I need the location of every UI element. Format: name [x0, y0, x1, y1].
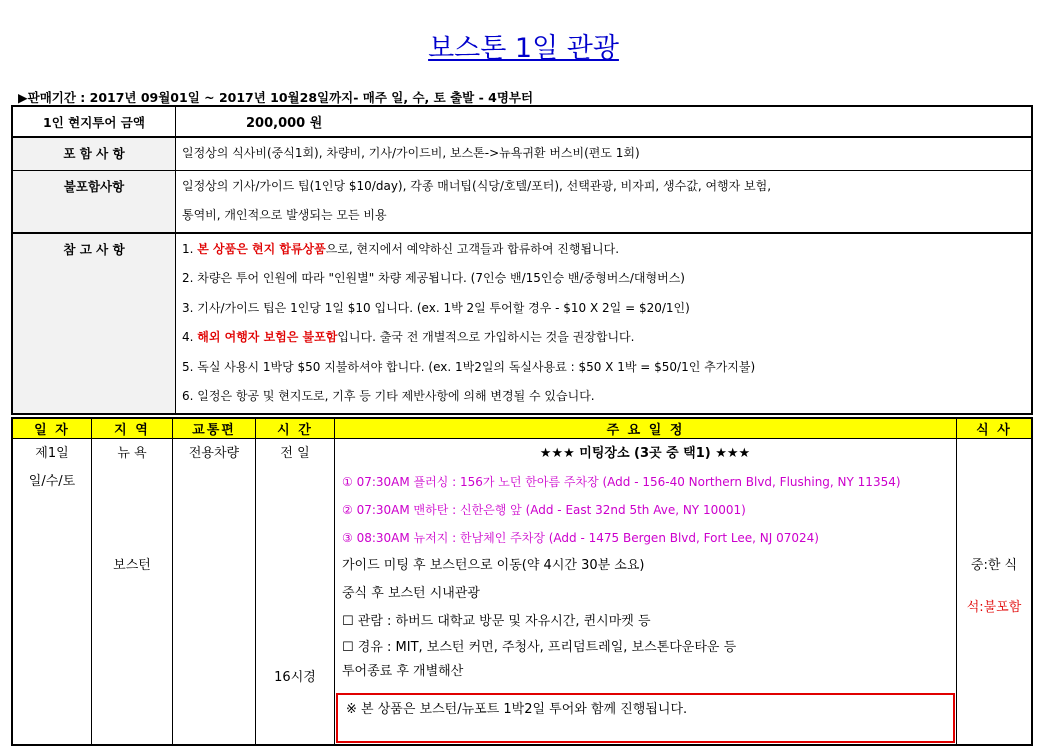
note-3: 3. 기사/가이드 팁은 1인당 1일 $10 입니다. (ex. 1박 2일 투어할 경우 - $10 X 2일 = $20/1인) [182, 300, 690, 315]
itinerary-row [12, 439, 1032, 746]
meeting-title: ★★★ 미팅장소 (3곳 중 택1) ★★★ [539, 446, 751, 461]
transport: 전용차량 [188, 446, 240, 461]
itinerary-header [12, 418, 1032, 439]
note-6: 6. 일정은 항공 및 현지도로, 기후 등 기타 제반사항에 의해 변경될 수 있습니다. [182, 389, 595, 403]
header-meal: 식 사 [957, 418, 1033, 439]
pickup-flushing: ① 07:30AM 플러싱 : 156가 노던 한아름 주차장 (Add - 156-40 Northern Blvd, Flushing, NY 11354) [342, 475, 901, 489]
itinerary-item: 투어종료 후 개별해산 [342, 664, 464, 679]
sales-period: ▶판매기간 : 2017년 09월01일 ~ 2017년 10월28일까지- 매주 일, 수, 토 출발 - 4명부터 [18, 90, 534, 105]
departure-days: 일/수/토 [28, 474, 76, 489]
price-value: 200,000 원 [176, 106, 1033, 137]
itinerary-item: ☐ 경유 : MIT, 보스턴 커먼, 주청사, 프리덤트레일, 보스톤다운타운 등 [342, 640, 737, 655]
tour-info-table [11, 105, 1033, 415]
header-date: 일 자 [12, 418, 92, 439]
excluded-label: 불포함사항 [63, 178, 125, 194]
itinerary-item: 가이드 미팅 후 보스턴으로 이동(약 4시간 30분 소요) [342, 558, 645, 573]
time-end: 16시경 [274, 670, 316, 685]
pickup-manhattan: ② 07:30AM 맨하탄 : 신한은행 앞 (Add - East 32nd 5th Ave, NY 10001) [342, 503, 746, 517]
pickup-new-jersey: ③ 08:30AM 뉴저지 : 한남체인 주차장 (Add - 1475 Bergen Blvd, Fort Lee, NJ 07024) [342, 531, 819, 545]
included-row [12, 137, 1032, 170]
meal-lunch: 중:한 식 [970, 558, 1018, 573]
note-5: 5. 독실 사용시 1박당 $50 지불하셔야 합니다. (ex. 1박2일의 독실사용료 : $50 X 1박 = $50/1인 추가지불) [182, 359, 756, 374]
note-4-highlight: 해외 여행자 보험은 불포함 [197, 330, 338, 344]
included-text: 일정상의 식사비(중식1회), 차량비, 기사/가이드비, 보스톤->뉴욕귀환 버스비(편도 1회) [182, 146, 640, 160]
meal-dinner: 석:불포함 [966, 600, 1022, 615]
day-number: 제1일 [35, 446, 69, 461]
header-transport: 교통편 [173, 418, 256, 439]
included-label: 포 함 사 항 [63, 146, 125, 161]
itinerary-item: ☐ 관람 : 하버드 대학교 방문 및 자유시간, 퀸시마켓 등 [342, 614, 651, 629]
price-row [12, 106, 1032, 137]
itinerary-table [11, 417, 1033, 746]
header-region: 지 역 [92, 418, 173, 439]
excluded-line: 통역비, 개인적으로 발생되는 모든 비용 [182, 208, 387, 222]
region-boston: 보스턴 [113, 558, 151, 573]
region-new-york: 뉴 욕 [117, 446, 147, 461]
excluded-row [12, 170, 1032, 233]
header-itinerary: 주 요 일 정 [335, 418, 957, 439]
note-1: 1. 본 상품은 현지 합류상품으로, 현지에서 예약하신 고객들과 합류하여 진행됩니다. [182, 241, 620, 256]
excluded-line: 일정상의 기사/가이드 팁(1인당 $10/day), 각종 매너팁(식당/호텔/포터), 선택관광, 비자피, 생수값, 여행자 보험, [182, 178, 772, 193]
time-all-day: 전 일 [280, 446, 310, 461]
note-4: 4. 해외 여행자 보험은 불포함입니다. 출국 전 개별적으로 가입하시는 것을 권장합니다. [182, 330, 635, 344]
notes-row [12, 233, 1032, 414]
combined-tour-notice: ※ 본 상품은 보스턴/뉴포트 1박2일 투어와 함께 진행됩니다. [336, 693, 955, 743]
itinerary-item: 중식 후 보스턴 시내관광 [342, 586, 480, 601]
notes-label: 참 고 사 항 [63, 241, 125, 257]
header-time: 시 간 [256, 418, 335, 439]
price-label: 1인 현지투어 금액 [12, 106, 176, 137]
page-title: 보스톤 1일 관광 [428, 33, 619, 64]
note-2: 2. 차량은 투어 인원에 따라 "인원별" 차량 제공됩니다. (7인승 밴/15인승 밴/중형버스/대형버스) [182, 271, 685, 285]
note-1-highlight: 본 상품은 현지 합류상품 [197, 241, 326, 256]
